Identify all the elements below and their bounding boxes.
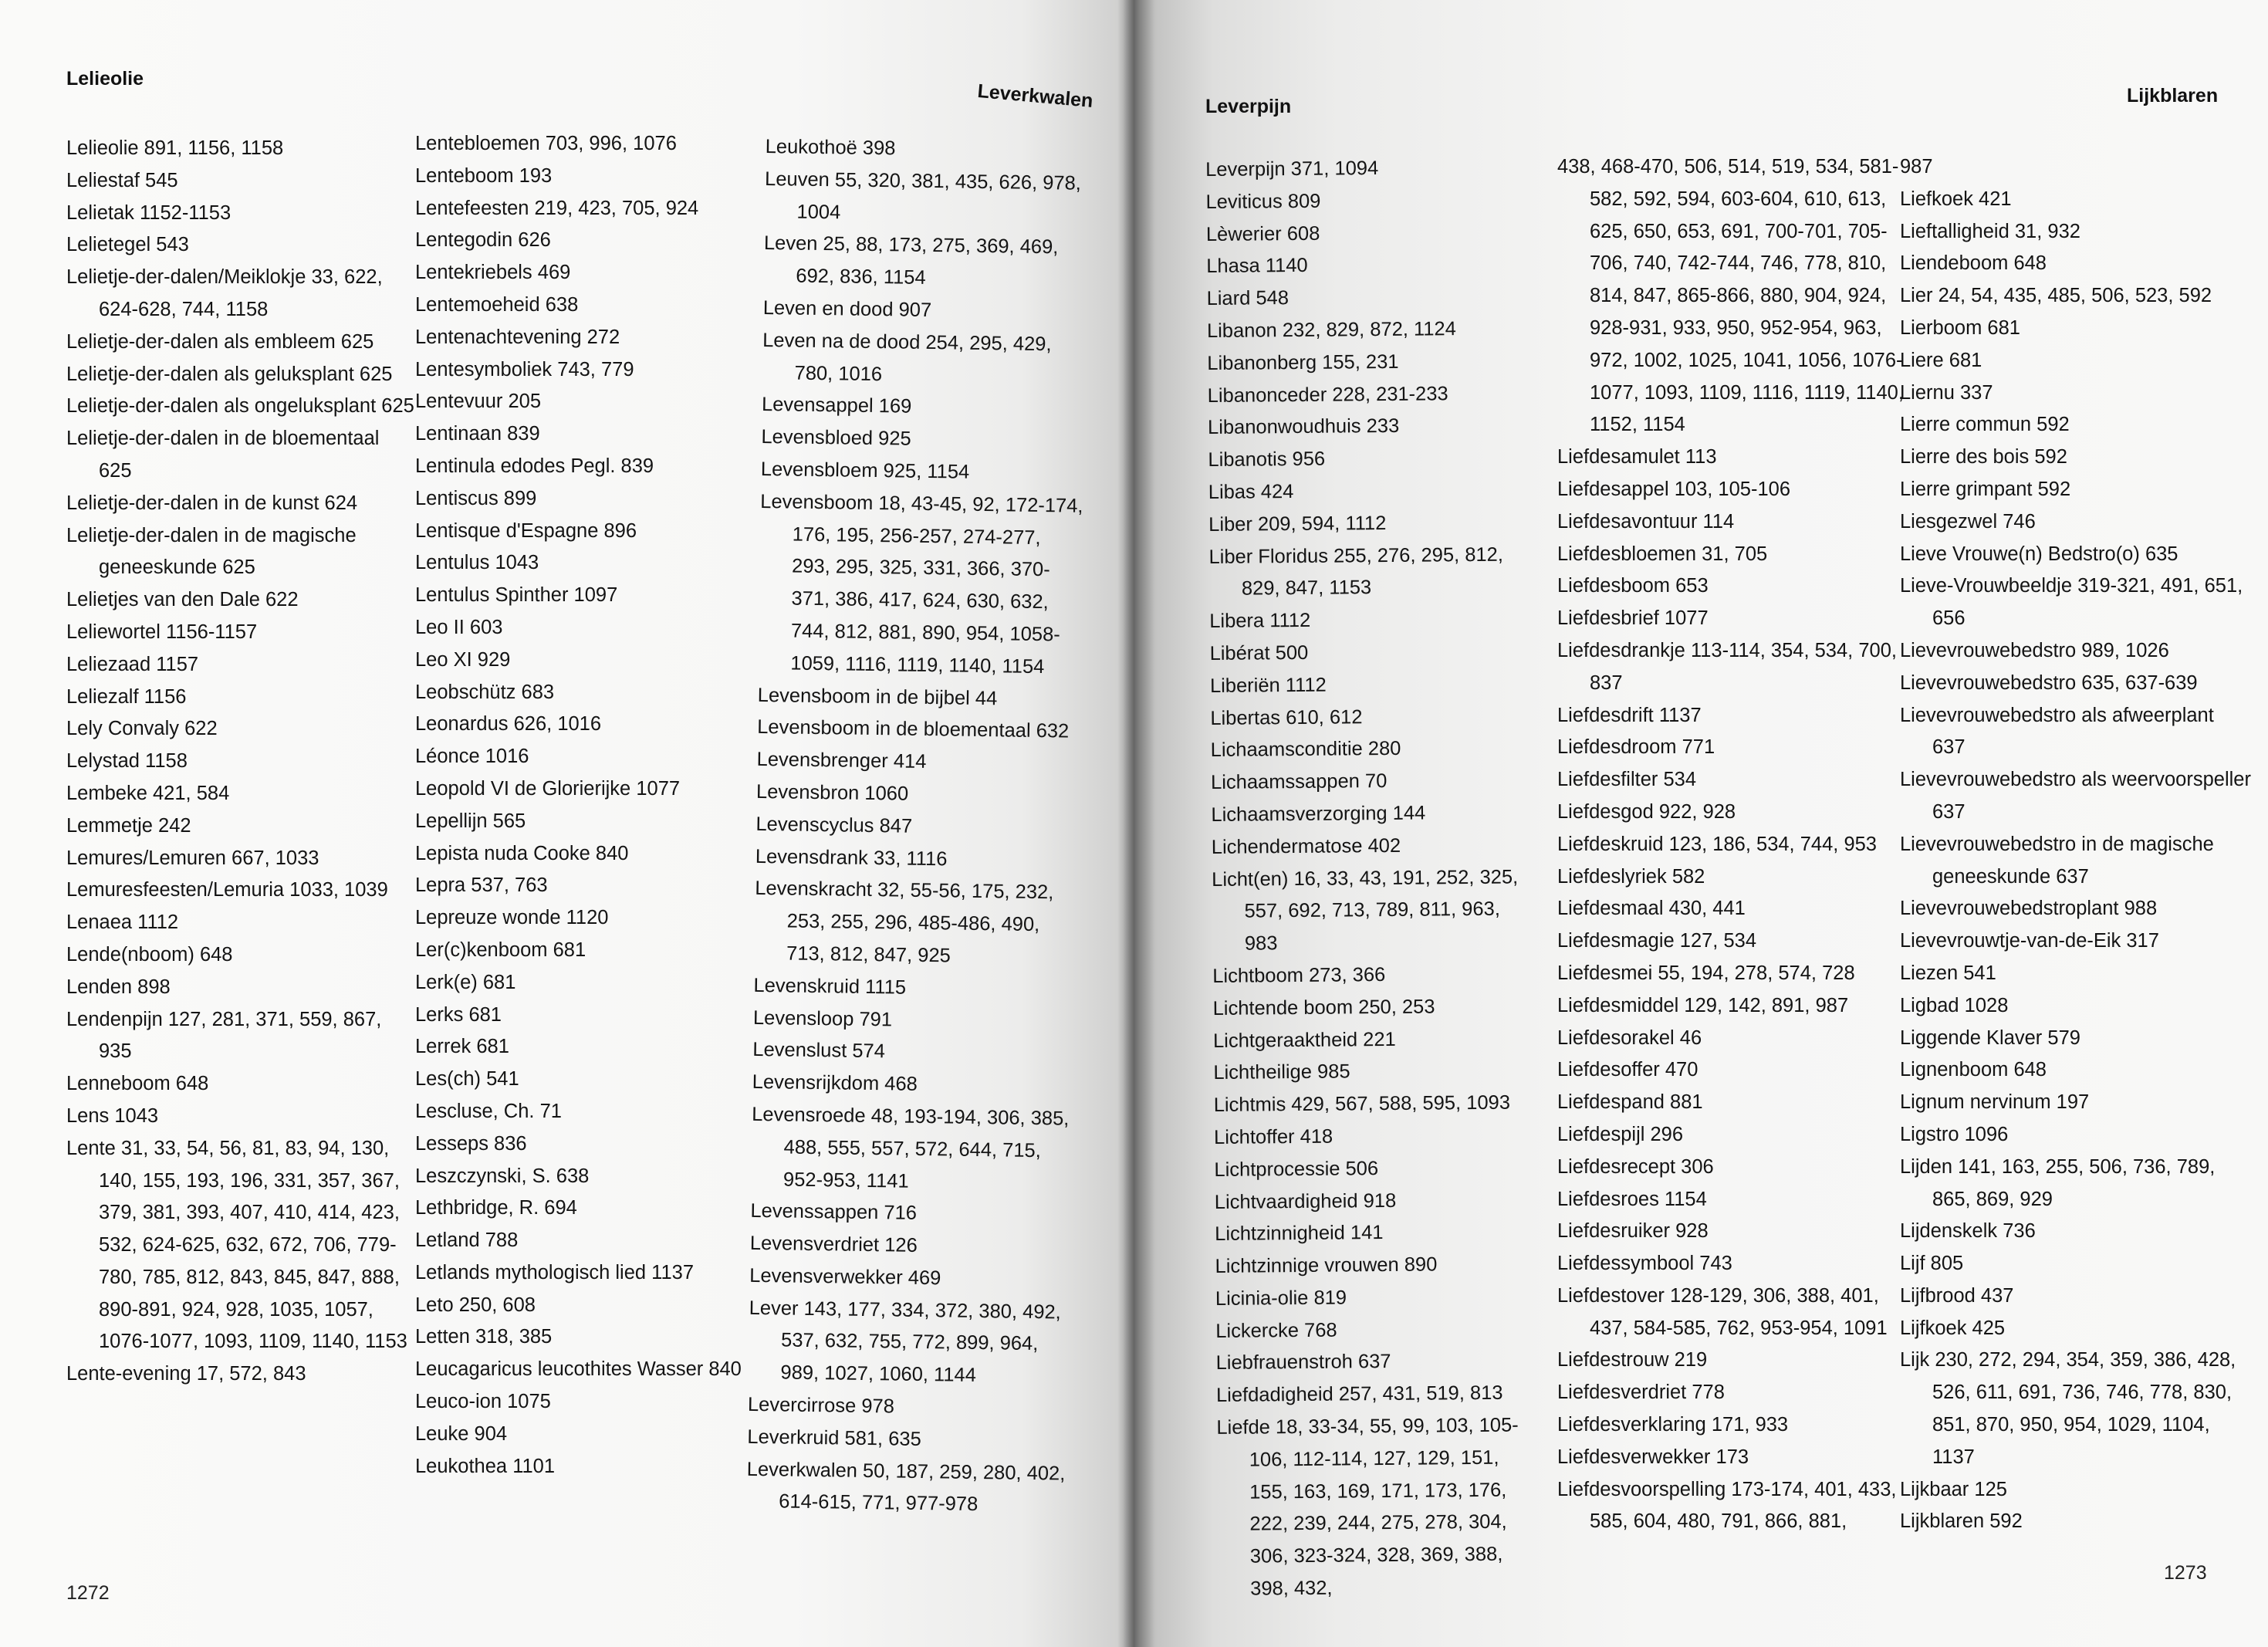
index-entry: Lepista nuda Cooke 840 [415, 842, 629, 864]
index-entry: Liefdesbloemen 31, 705 [1557, 543, 1768, 565]
index-entry: Lichaamsconditie 280 [1210, 738, 1401, 762]
index-entry: Liefdessymbool 743 [1557, 1253, 1732, 1275]
index-entry: Leucagaricus leucothites Wasser 840 [415, 1358, 742, 1381]
index-entry: Levercirrose 978 [747, 1393, 895, 1418]
index-entry: Liefdesverwekker 173 [1557, 1446, 1749, 1468]
index-entry: Liefdesamulet 113 [1557, 446, 1717, 468]
index-entry: Leverpijn 371, 1094 [1205, 157, 1379, 181]
index-entry: Lievevrouwebedstro 635, 637-639 [1900, 671, 2198, 694]
index-entry: Libanonberg 155, 231 [1207, 350, 1399, 374]
index-entry: Libertas 610, 612 [1210, 705, 1363, 729]
index-entry: Lierboom 681 [1900, 316, 2020, 339]
index-entry: Leszczynski, S. 638 [415, 1165, 590, 1187]
index-entry: Lepellijn 565 [415, 810, 526, 832]
index-entry: Lens 1043 [66, 1104, 159, 1127]
index-entry: Lichtmis 429, 567, 588, 595, 1093 [1213, 1091, 1511, 1117]
index-entry: Liefdesmagie 127, 534 [1557, 930, 1757, 952]
index-entry: Liefdesvoorspelling 173-174, 401, 433, 585, 604, 480, 791, 866, 881, [1557, 1478, 1897, 1533]
index-entry: Liefdestover 128-129, 306, 388, 401, 437, 584-585, 762, 953-954, 1091 [1557, 1284, 1888, 1339]
index-entry: Leukothea 1101 [415, 1455, 556, 1477]
index-entry: Liefdesruiker 928 [1557, 1220, 1709, 1243]
index-entry: Levenssappen 716 [750, 1200, 918, 1225]
index-entry: Lichtende boom 250, 253 [1212, 996, 1435, 1020]
index-entry: Lentenachtevening 272 [415, 326, 620, 348]
index-entry: Liefdespijl 296 [1557, 1123, 1684, 1145]
index-entry: Les(ch) 541 [415, 1068, 519, 1091]
index-entry: Levensbloem 925, 1154 [760, 458, 970, 483]
index-entry: Liefdesroes 1154 [1557, 1188, 1707, 1210]
index-entry: Liefdesdrankje 113-114, 354, 534, 700, 837 [1557, 639, 1897, 694]
left-page-number: 1272 [66, 1582, 110, 1604]
index-entry: Lemmetje 242 [66, 814, 191, 837]
index-entry: Levensboom in de bloementaal 632 [757, 716, 1070, 742]
index-entry: Leven en dood 907 [762, 296, 932, 322]
index-entry: Lieftalligheid 31, 932 [1900, 220, 2080, 242]
right-page-number: 1273 [2164, 1562, 2207, 1584]
book-gutter-shadow [1117, 0, 1154, 1647]
index-entry: Lichtgeraaktheid 221 [1212, 1028, 1396, 1052]
index-entry: Libanon 232, 829, 872, 1124 [1206, 318, 1456, 342]
index-entry: Lerrek 681 [415, 1036, 509, 1058]
index-entry: Liber 209, 594, 1112 [1208, 512, 1387, 536]
index-entry: Leuke 904 [415, 1422, 508, 1445]
index-entry: Levenskruid 1115 [753, 974, 907, 999]
index-entry: 438, 468-470, 506, 514, 519, 534, 581-582, 592, 594, 603-604, 610, 613, 625, 650, 653, 691, 700-701, 705-706, 740, 742-744, 746, 778, 810, 814, 847, 865-866, 880, 904, 924, 928-931, 933, 950, 952-954, 963, 972, 1002, 1025, 1041, 1056, 1076-1077, 1093, 1109, 1116, 1119, 1140, 1152, 1154 [1557, 156, 1904, 436]
index-entry: Letland 788 [415, 1229, 519, 1252]
index-entry: Ligbad 1028 [1900, 994, 2009, 1016]
index-entry: Lelietak 1152-1153 [66, 201, 232, 224]
index-entry: Lentinaan 839 [415, 423, 540, 445]
index-entry: Lerk(e) 681 [415, 971, 516, 993]
index-entry: Lentefeesten 219, 423, 705, 924 [415, 197, 699, 219]
index-entry: Liesgezwel 746 [1900, 510, 2036, 533]
index-entry: Lenteboom 193 [415, 164, 553, 187]
index-entry: Liendeboom 648 [1900, 252, 2047, 275]
index-entry: Leven na de dood 254, 295, 429, 780, 1016 [762, 329, 1052, 385]
index-entry: Libanonceder 228, 231-233 [1207, 382, 1448, 407]
index-entry: Liefdesorakel 46 [1557, 1026, 1702, 1049]
index-entry: Lever 143, 177, 334, 372, 380, 492, 537, 632, 755, 772, 899, 964, 989, 1027, 1060, 1144 [749, 1297, 1061, 1387]
index-entry: Leliewortel 1156-1157 [66, 621, 258, 643]
index-entry: Lemuresfeesten/Lemuria 1033, 1039 [66, 879, 388, 901]
index-entry: Liernu 337 [1900, 381, 1993, 404]
index-entry: Liefdesgod 922, 928 [1557, 800, 1736, 823]
index-entry: Levensboom 18, 43-45, 92, 172-174, 176, 195, 256-257, 274-277, 293, 295, 325, 331, 366, 370-371, 386, 417, 624, 630, 632, 744, 812, 881, 890, 954, 1058-1059, 1116, 1119, 1140, 1154 [760, 490, 1083, 678]
index-entry: Lichtzinnigheid 141 [1215, 1222, 1384, 1246]
index-entry: 987 [1900, 156, 1933, 178]
index-entry: Liefkoek 421 [1900, 188, 2012, 210]
index-entry: Lijkblaren 592 [1900, 1510, 2023, 1533]
index-entry: Lievevrouwebedstro als afweerplant 637 [1900, 704, 2214, 759]
index-entry: Leliezaad 1157 [66, 653, 199, 675]
index-entry: Levensbron 1060 [755, 780, 909, 805]
index-entry: Liefdesrecept 306 [1557, 1155, 1714, 1178]
index-entry: Lijk 230, 272, 294, 354, 359, 386, 428, 526, 611, 691, 736, 746, 778, 830, 851, 870, 950, 954, 1029, 1104, 1137 [1900, 1349, 2236, 1468]
index-entry: Lentiscus 899 [415, 487, 537, 509]
right-running-head: Leverpijn [1205, 96, 1292, 117]
index-entry: Lignum nervinum 197 [1900, 1091, 2090, 1114]
index-entry: Lhasa 1140 [1206, 255, 1308, 278]
index-entry: Lelietje-der-dalen in de bloementaal 625 [66, 428, 380, 482]
index-entry: Lentulus 1043 [415, 552, 539, 574]
index-entry: Leuco-ion 1075 [415, 1391, 551, 1413]
index-entry: Lichtzinnige vrouwen 890 [1215, 1253, 1438, 1278]
index-entry: Liefdespand 881 [1557, 1091, 1703, 1114]
index-entry: Ligstro 1096 [1900, 1123, 2009, 1145]
index-entry: Lentesymboliek 743, 779 [415, 358, 634, 380]
index-entry: Lignenboom 648 [1900, 1059, 2047, 1081]
index-entry: Lelietje-der-dalen als ongeluksplant 625 [66, 395, 414, 418]
index-entry: Liefdesmaal 430, 441 [1557, 898, 1746, 920]
index-entry: Leuven 55, 320, 381, 435, 626, 978, 1004 [764, 167, 1082, 223]
index-entry: Levenskracht 32, 55-56, 175, 232, 253, 255, 296, 485-486, 490, 713, 812, 847, 925 [755, 878, 1054, 967]
index-entry: Liefdeslyriek 582 [1557, 865, 1705, 888]
index-entry: Liefdesdrift 1137 [1557, 704, 1702, 726]
index-entry: Lerks 681 [415, 1003, 502, 1026]
left-running-head: Lelieolie [66, 68, 144, 90]
index-entry: Lelieolie 891, 1156, 1158 [66, 137, 284, 159]
index-entry: Lieve Vrouwe(n) Bedstro(o) 635 [1900, 543, 2178, 565]
index-entry: Leviticus 809 [1205, 190, 1321, 213]
index-entry: Leverkruid 581, 635 [747, 1425, 921, 1450]
index-entry: Lichaamsverzorging 144 [1211, 802, 1426, 826]
index-entry: Leliestaf 545 [66, 169, 178, 191]
index-entry: Léonce 1016 [415, 746, 529, 768]
index-entry: Lentinula edodes Pegl. 839 [415, 455, 654, 477]
index-entry: Liefdesmei 55, 194, 278, 574, 728 [1557, 962, 1855, 984]
index-entry: Lickercke 768 [1215, 1319, 1337, 1342]
index-entry: Lendenpijn 127, 281, 371, 559, 867, 935 [66, 1008, 382, 1063]
index-entry: Liefde 18, 33-34, 55, 99, 103, 105-106, 112-114, 127, 129, 151, 155, 163, 169, 171, 173, 176, 222, 239, 244, 275, 278, 304, 306, 323-324, 328, 369, 388, 398, 432, [1216, 1414, 1519, 1600]
index-entry: Liere 681 [1900, 349, 1982, 371]
index-entry: Levensroede 48, 193-194, 306, 385, 488, 555, 557, 572, 644, 715, 952-953, 1141 [752, 1103, 1070, 1192]
index-entry: Liebfrauenstroh 637 [1215, 1351, 1391, 1375]
index-entry: Leopold VI de Glorierijke 1077 [415, 777, 681, 800]
index-entry: Licht(en) 16, 33, 43, 191, 252, 325, 557, 692, 713, 789, 811, 963, 983 [1212, 866, 1519, 955]
index-entry: Liefdesverklaring 171, 933 [1557, 1414, 1789, 1436]
index-entry: Lembeke 421, 584 [66, 782, 230, 804]
index-entry: Lesseps 836 [415, 1132, 527, 1155]
index-entry: Leukothoë 398 [765, 135, 896, 160]
index-entry: Libas 424 [1208, 480, 1294, 503]
index-entry: Lelietjes van den Dale 622 [66, 589, 299, 611]
index-entry: Lichtprocessie 506 [1214, 1157, 1379, 1181]
index-entry: Licinia-olie 819 [1215, 1287, 1347, 1310]
index-entry: Levensbrenger 414 [756, 749, 927, 773]
index-entry: Lelietje-der-dalen in de kunst 624 [66, 492, 358, 514]
index-entry: Lijfbrood 437 [1900, 1284, 2014, 1307]
index-entry: Lelystad 1158 [66, 750, 188, 773]
index-entry: Lichtvaardigheid 918 [1214, 1189, 1397, 1213]
right-running-head-right: Lijkblaren [2127, 85, 2219, 107]
index-entry: Liefdestrouw 219 [1557, 1349, 1708, 1371]
index-entry: Lèwerier 608 [1205, 222, 1320, 245]
index-entry: Levensloop 791 [752, 1006, 893, 1030]
index-entry: Lentevuur 205 [415, 391, 542, 413]
index-entry: Lenaea 1112 [66, 911, 179, 934]
index-entry: Leliezalf 1156 [66, 685, 187, 708]
index-entry: Liefdesdroom 771 [1557, 736, 1715, 759]
index-entry: Lentulus Spinther 1097 [415, 584, 618, 607]
index-entry: Lichendermatose 402 [1211, 834, 1401, 858]
index-entry: Leobschütz 683 [415, 681, 555, 703]
index-entry: Lier 24, 54, 435, 485, 506, 523, 592 [1900, 285, 2212, 307]
index-entry: Levensdrank 33, 1116 [755, 845, 948, 870]
index-entry: Liefdesappel 103, 105-106 [1557, 478, 1791, 500]
index-entry: Liberiën 1112 [1209, 674, 1327, 697]
index-entry: Lieve-Vrouwbeeldje 319-321, 491, 651, 656 [1900, 575, 2243, 630]
right-column-1 [1205, 151, 1542, 1605]
index-entry: Lelietje-der-dalen/Meiklokje 33, 622, 624-628, 744, 1158 [66, 266, 383, 320]
index-entry: Liard 548 [1206, 287, 1289, 310]
index-entry: Lievevrouwebedstro als weervoorspeller 637 [1900, 769, 2251, 823]
index-entry: Levenscyclus 847 [755, 813, 913, 837]
index-entry: Lijdenskelk 736 [1900, 1220, 2036, 1243]
index-entry: Leverkwalen 50, 187, 259, 280, 402, 614-615, 771, 977-978 [746, 1458, 1066, 1516]
index-entry: Lescluse, Ch. 71 [415, 1100, 562, 1122]
index-entry: Lentekriebels 469 [415, 262, 571, 284]
index-entry: Liefdesboom 653 [1557, 575, 1709, 597]
index-entry: Levensverwekker 469 [749, 1264, 941, 1290]
index-entry: Lievevrouwebedstroplant 988 [1900, 898, 2158, 920]
index-entry: Lely Convaly 622 [66, 718, 218, 740]
index-entry: Liefdadigheid 257, 431, 519, 813 [1215, 1382, 1503, 1407]
index-entry: Lichtoffer 418 [1213, 1125, 1333, 1148]
index-entry: Liefdesverdriet 778 [1557, 1382, 1725, 1404]
index-entry: Lierre commun 592 [1900, 414, 2070, 436]
index-entry: Lentebloemen 703, 996, 1076 [415, 133, 677, 154]
index-entry: Leto 250, 608 [415, 1294, 536, 1316]
index-entry: Libérat 500 [1209, 641, 1309, 665]
index-entry: Leven 25, 88, 173, 275, 369, 469, 692, 836, 1154 [763, 232, 1059, 289]
index-entry: Lichaamssappen 70 [1210, 770, 1388, 794]
index-entry: Letlands mythologisch lied 1137 [415, 1261, 695, 1283]
index-entry: Levensverdriet 126 [749, 1232, 918, 1256]
index-entry: Lierre grimpant 592 [1900, 478, 2071, 500]
index-entry: Lijfkoek 425 [1900, 1317, 2006, 1339]
index-entry: Leo XI 929 [415, 648, 511, 671]
right-column-2 [1557, 151, 1908, 1538]
index-entry: Lichtheilige 985 [1213, 1060, 1350, 1084]
index-entry: Lierre des bois 592 [1900, 446, 2067, 468]
index-entry: Ler(c)kenboom 681 [415, 938, 586, 961]
index-entry: Libanotis 956 [1208, 448, 1326, 472]
index-entry: Lende(nboom) 648 [66, 943, 233, 966]
index-entry: Lijden 141, 163, 255, 506, 736, 789, 865, 869, 929 [1900, 1155, 2216, 1210]
index-entry: Levensappel 169 [761, 394, 912, 418]
index-entry: Liber Floridus 255, 276, 295, 812, 829, 847, 1153 [1208, 543, 1504, 600]
index-entry: Leo II 603 [415, 616, 503, 638]
left-column-2 [415, 128, 766, 1483]
index-entry: Lijf 805 [1900, 1253, 1964, 1275]
index-entry: Liefdesbrief 1077 [1557, 607, 1709, 630]
left-column-1 [66, 133, 417, 1391]
right-column-3 [1900, 151, 2251, 1538]
index-entry: Lemures/Lemuren 667, 1033 [66, 847, 319, 869]
right-page [1134, 0, 2268, 1647]
index-entry: Lentemoeheid 638 [415, 293, 579, 316]
index-entry: Lentegodin 626 [415, 229, 551, 252]
index-entry: Levensrijkdom 468 [752, 1070, 918, 1095]
index-entry: Levensboom in de bijbel 44 [757, 684, 998, 709]
index-entry: Lievevrouwebedstro 989, 1026 [1900, 639, 2169, 661]
index-entry: Lepra 537, 763 [415, 874, 548, 897]
index-entry: Liggende Klaver 579 [1900, 1026, 2080, 1049]
index-entry: Lethbridge, R. 694 [415, 1197, 577, 1219]
index-entry: Liefdeskruid 123, 186, 534, 744, 953 [1557, 833, 1877, 855]
index-entry: Leonardus 626, 1016 [415, 713, 602, 736]
index-entry: Lichtboom 273, 366 [1212, 963, 1386, 987]
index-entry: Lievevrouwtje-van-de-Eik 317 [1900, 930, 2159, 952]
index-entry: Liefdesfilter 534 [1557, 769, 1697, 791]
index-entry: Lenneboom 648 [66, 1073, 209, 1095]
index-entry: Liezen 541 [1900, 962, 1996, 984]
index-entry: Levensbloed 925 [761, 426, 911, 450]
left-running-head-right: Leverkwalen [976, 80, 1094, 112]
index-entry: Lenden 898 [66, 976, 171, 998]
index-entry: Lelietegel 543 [66, 234, 189, 256]
index-entry: Lelietje-der-dalen in de magische geneeskunde 625 [66, 524, 357, 579]
index-entry: Letten 318, 385 [415, 1326, 553, 1348]
index-entry: Lepreuze wonde 1120 [415, 907, 609, 929]
index-entry: Levenslust 574 [752, 1039, 886, 1063]
index-entry: Lente-evening 17, 572, 843 [66, 1363, 306, 1385]
index-entry: Lievevrouwebedstro in de magische geneeskunde 637 [1900, 833, 2214, 888]
index-entry: Lente 31, 33, 54, 56, 81, 83, 94, 130, 140, 155, 193, 196, 331, 357, 367, 379, 381, 393, 407, 410, 414, 423, 532, 624-625, 632, 672, 706, 779-780, 785, 812, 843, 845, 847, 888, 890-891, 924, 928, 1035, 1057, 1076-1077, 1093, 1109, 1140, 1153 [66, 1137, 407, 1353]
index-entry: Libanonwoudhuis 233 [1207, 415, 1400, 439]
index-entry: Lijkbaar 125 [1900, 1478, 2007, 1500]
left-column-3 [746, 131, 1090, 1523]
index-entry: Liefdesoffer 470 [1557, 1059, 1698, 1081]
index-entry: Libera 1112 [1209, 609, 1311, 633]
index-entry: Lelietje-der-dalen als embleem 625 [66, 330, 374, 353]
index-entry: Liefdesavontuur 114 [1557, 510, 1735, 533]
index-entry: Lentisque d'Espagne 896 [415, 519, 637, 542]
index-entry: Liefdesmiddel 129, 142, 891, 987 [1557, 994, 1849, 1016]
index-entry: Lelietje-der-dalen als geluksplant 625 [66, 363, 393, 385]
